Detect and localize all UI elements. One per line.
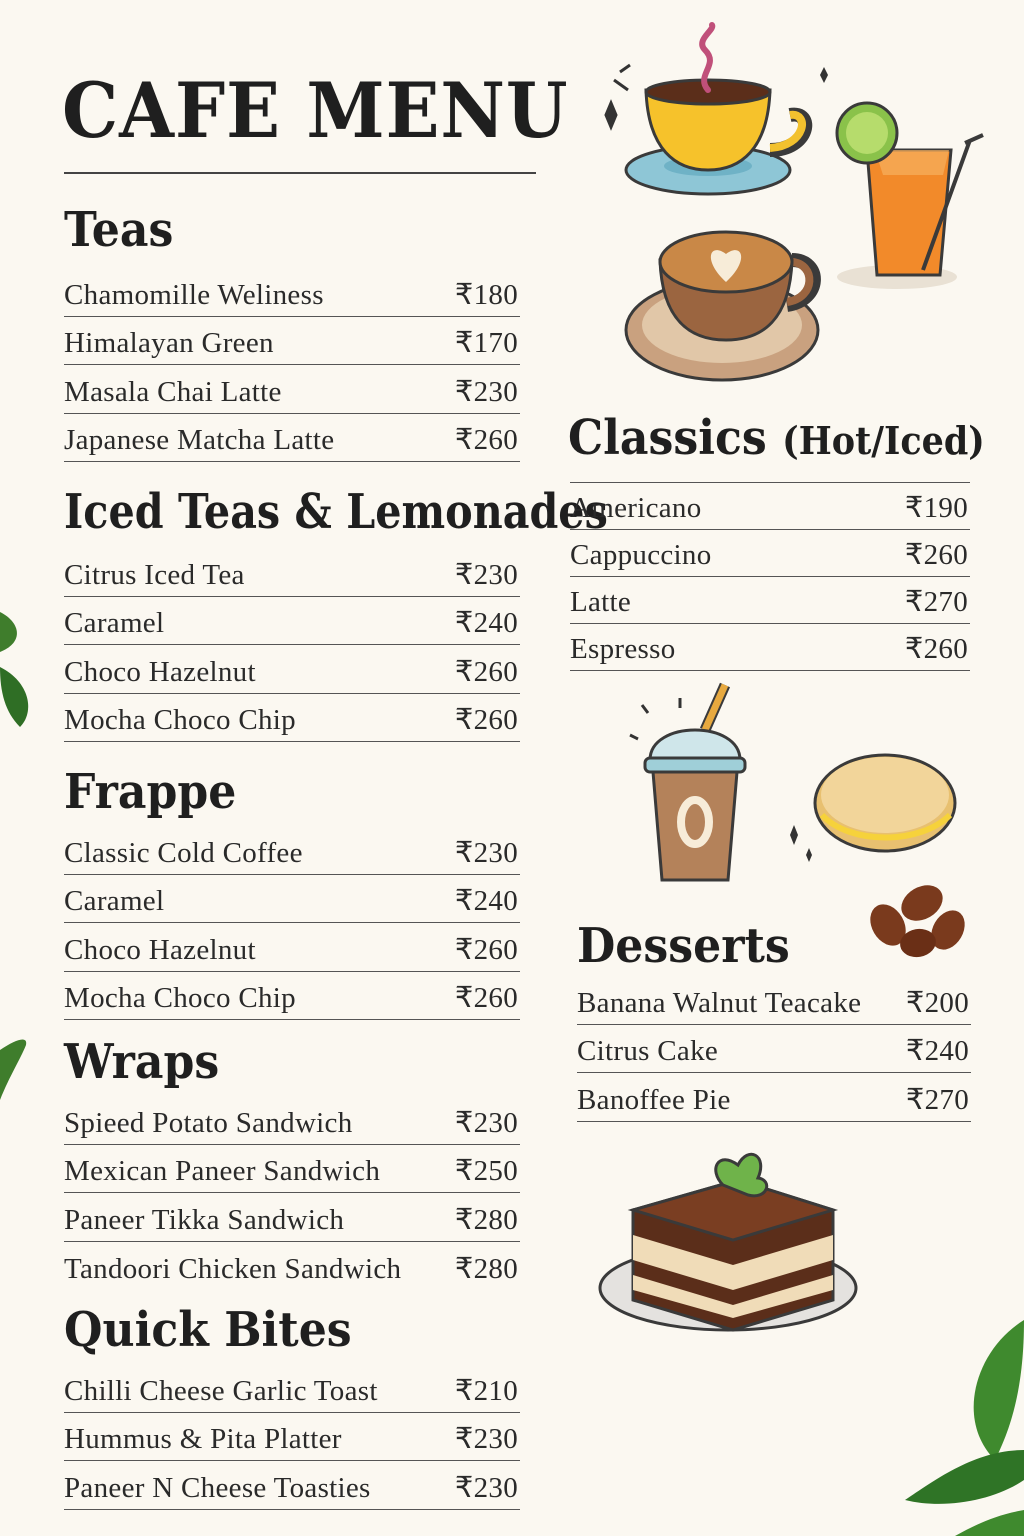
- list-item: [64, 645, 520, 694]
- item-name: Americano: [570, 492, 702, 524]
- item-name: Cappuccino: [570, 539, 712, 571]
- list-item: [64, 1364, 520, 1413]
- frappe-cup-icon: [620, 680, 760, 890]
- list-item: [577, 1025, 971, 1074]
- wraps-list: [64, 1096, 520, 1290]
- iced-tea-glass-icon: [815, 45, 990, 295]
- list-item: [570, 530, 970, 577]
- item-name: Japanese Matcha Latte: [64, 424, 335, 456]
- item-name: Citrus Cake: [577, 1035, 719, 1067]
- item-name: Caramel: [64, 607, 165, 639]
- item-name: Mocha Choco Chip: [64, 704, 296, 736]
- list-item: [64, 1193, 520, 1242]
- leaf-icon: [0, 612, 40, 732]
- desserts-list: [577, 976, 971, 1122]
- list-item: [64, 972, 520, 1021]
- item-price: ₹260: [904, 633, 968, 665]
- section-heading-wraps: Wraps: [64, 1034, 220, 1090]
- section-heading-teas: Teas: [64, 202, 174, 258]
- item-name: Caramel: [64, 885, 165, 917]
- item-name: Paneer N Cheese Toasties: [64, 1471, 371, 1504]
- item-name: Banana Walnut Teacake: [577, 986, 862, 1019]
- item-price: ₹230: [454, 375, 518, 408]
- item-name: Paneer Tikka Sandwich: [64, 1203, 345, 1236]
- item-name: Mocha Choco Chip: [64, 982, 296, 1014]
- item-price: ₹170: [454, 327, 518, 359]
- item-name: Himalayan Green: [64, 327, 274, 359]
- item-price: ₹240: [905, 1035, 969, 1067]
- item-price: ₹180: [454, 278, 518, 311]
- item-name: Choco Hazelnut: [64, 933, 256, 966]
- frappe-list: [64, 826, 520, 1020]
- item-price: ₹230: [454, 1423, 518, 1455]
- list-item: [64, 1413, 520, 1462]
- bagel-icon: [780, 745, 970, 875]
- item-price: ₹240: [454, 607, 518, 639]
- list-item: [64, 365, 520, 414]
- item-name: Spieed Potato Sandwich: [64, 1106, 353, 1139]
- item-price: ₹280: [454, 1253, 518, 1285]
- classics-list: [570, 482, 970, 671]
- item-name: Chamomille Weliness: [64, 278, 324, 311]
- item-name: Latte: [570, 586, 632, 618]
- item-price: ₹230: [454, 558, 518, 591]
- item-price: ₹250: [454, 1155, 518, 1187]
- coffee-beans-icon: [860, 875, 975, 960]
- list-item: [64, 268, 520, 317]
- item-name: Mexican Paneer Sandwich: [64, 1155, 381, 1187]
- section-heading-classics: [568, 410, 985, 469]
- list-item: [64, 923, 520, 972]
- item-name: Classic Cold Coffee: [64, 836, 303, 869]
- list-item: [64, 694, 520, 743]
- page-title: CAFE MENU: [62, 66, 569, 155]
- section-heading-quick-bites: Quick Bites: [64, 1302, 352, 1358]
- item-name: Hummus & Pita Platter: [64, 1423, 342, 1455]
- item-price: ₹230: [454, 1106, 518, 1139]
- item-price: ₹280: [454, 1203, 518, 1236]
- tiramisu-icon: [598, 1140, 863, 1335]
- leaf-icon: [0, 1030, 30, 1110]
- list-item: [64, 1461, 520, 1510]
- list-item: [64, 414, 520, 463]
- item-price: ₹190: [904, 492, 968, 524]
- leaf-icon: [895, 1310, 1024, 1536]
- item-price: ₹230: [454, 836, 518, 869]
- item-price: ₹270: [905, 1083, 969, 1116]
- item-price: ₹260: [454, 982, 518, 1014]
- list-item: [64, 1096, 520, 1145]
- item-price: ₹230: [454, 1471, 518, 1504]
- list-item: [577, 1073, 971, 1122]
- item-price: ₹260: [454, 933, 518, 966]
- item-name: Choco Hazelnut: [64, 655, 256, 688]
- teas-list: [64, 268, 520, 462]
- item-price: ₹240: [454, 885, 518, 917]
- section-heading-frappe: Frappe: [64, 764, 237, 820]
- list-item: [570, 624, 970, 671]
- item-name: Masala Chai Latte: [64, 375, 282, 408]
- item-price: ₹270: [904, 586, 968, 618]
- latte-cup-icon: [622, 220, 827, 390]
- list-item: [64, 317, 520, 366]
- tea-cup-icon: [600, 20, 810, 200]
- list-item: [64, 597, 520, 646]
- item-price: ₹260: [454, 704, 518, 736]
- item-price: ₹260: [904, 539, 968, 571]
- list-item: [570, 577, 970, 624]
- list-item: [64, 1242, 520, 1291]
- item-name: Tandoori Chicken Sandwich: [64, 1253, 402, 1285]
- list-item: [577, 976, 971, 1025]
- item-name: Espresso: [570, 633, 676, 665]
- list-item: [570, 482, 970, 530]
- list-item: [64, 1145, 520, 1194]
- item-name: Chilli Cheese Garlic Toast: [64, 1374, 378, 1407]
- section-heading-desserts: Desserts: [577, 918, 790, 974]
- item-price: ₹260: [454, 424, 518, 456]
- item-price: ₹200: [905, 986, 969, 1019]
- item-price: ₹210: [454, 1374, 518, 1407]
- item-name: Citrus Iced Tea: [64, 558, 245, 591]
- classics-subtitle: (Hot/Iced): [782, 418, 985, 463]
- section-heading-iced-teas: Iced Teas & Lemonades: [64, 484, 608, 540]
- list-item: [64, 826, 520, 875]
- item-price: ₹260: [454, 655, 518, 688]
- list-item: [64, 875, 520, 924]
- iced-teas-list: [64, 548, 520, 742]
- item-name: Banoffee Pie: [577, 1083, 731, 1116]
- title-divider: [64, 172, 536, 174]
- classics-title: Classics: [568, 410, 767, 466]
- quick-bites-list: [64, 1364, 520, 1510]
- list-item: [64, 548, 520, 597]
